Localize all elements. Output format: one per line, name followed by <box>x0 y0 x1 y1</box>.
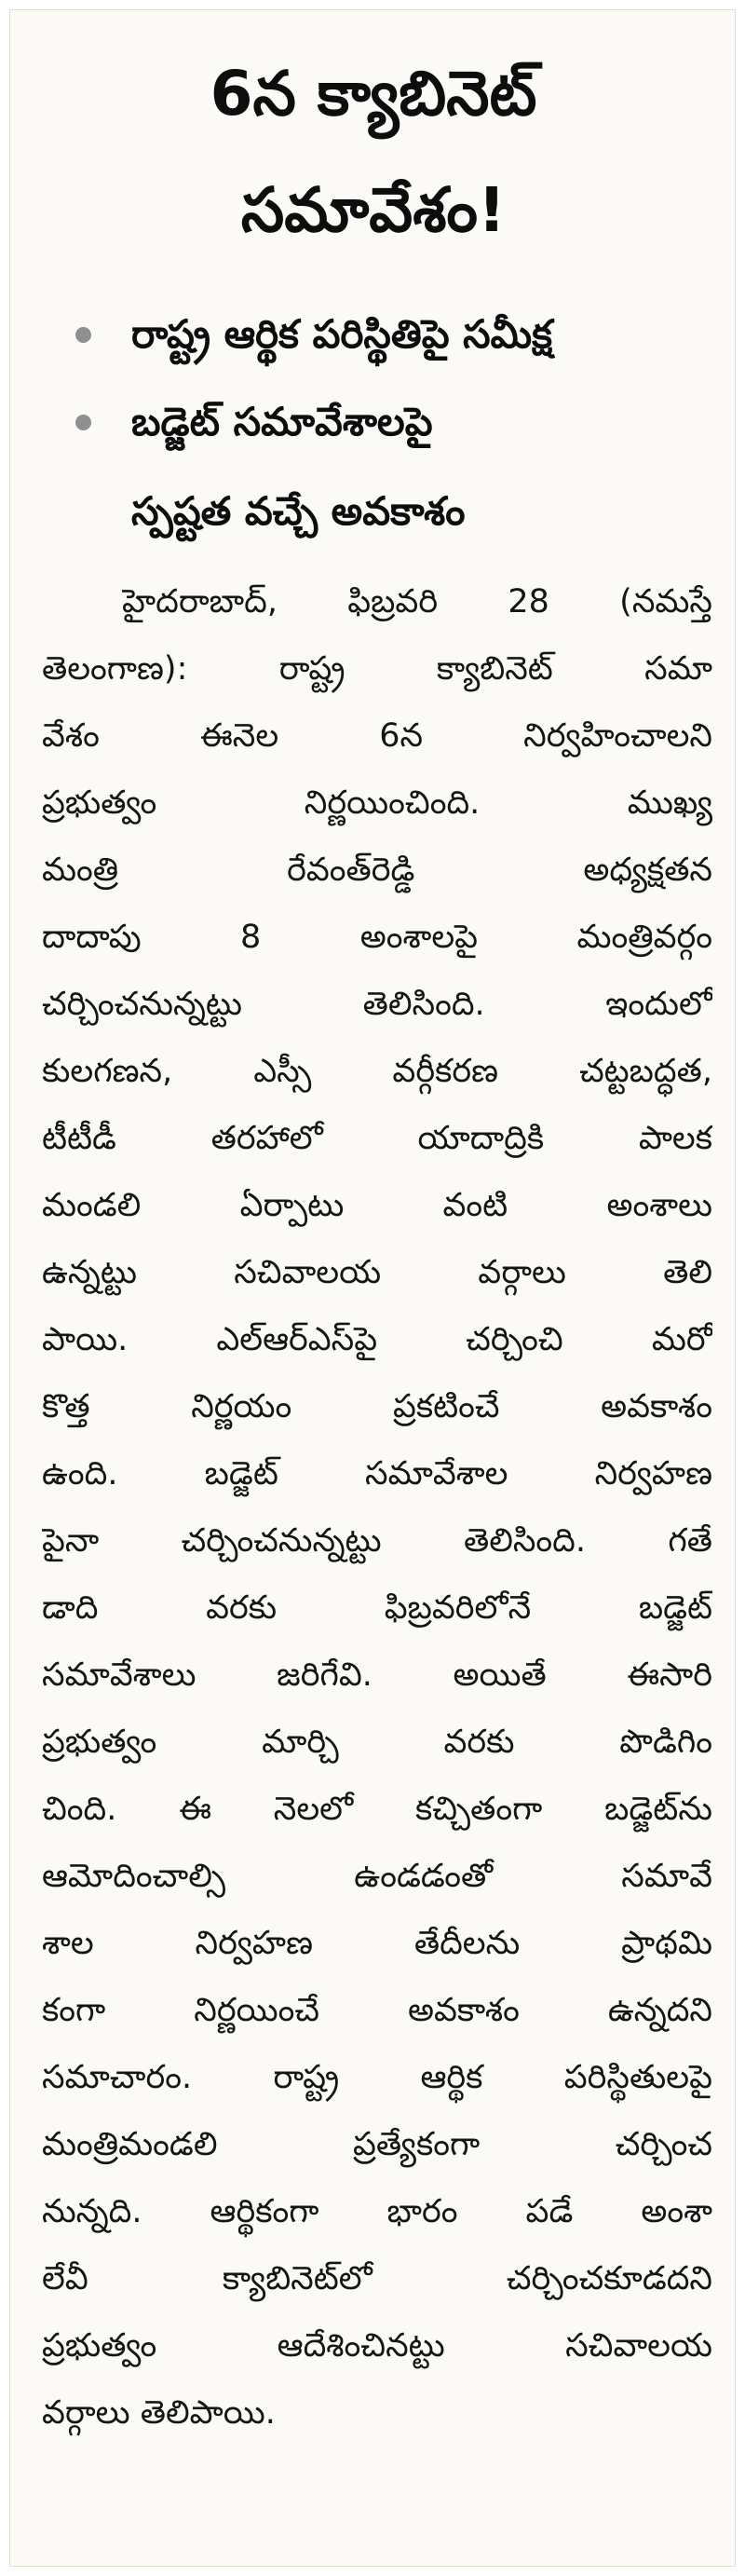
body-line: కొత్త నిర్ణయం ప్రకటించే అవకాశం <box>42 1388 712 1425</box>
body-line: ప్రభుత్వం నిర్ణయించింది. ముఖ్య <box>42 784 712 822</box>
body-line: హైదరాబాద్, ఫిబ్రవరి 28 (నమస్తే <box>122 583 712 620</box>
body-line: సమాచారం. రాష్ట్ర ఆర్థిక పరిస్థితులపై <box>42 2059 712 2096</box>
body-line: ఉన్నట్టు సచివాలయ వర్గాలు తెలి <box>42 1254 712 1291</box>
bullet-dot <box>75 327 91 343</box>
body-line: మండలి ఏర్పాటు వంటి అంశాలు <box>42 1187 712 1224</box>
body-line: మంత్రి రేవంత్‌రెడ్డి అధ్యక్షతన <box>42 852 712 889</box>
body-line: ఆమోదించాల్సి ఉండడంతో సమావే <box>42 1858 712 1895</box>
headline-line-2: సమావేశం! <box>240 174 507 246</box>
body-line: ప్రభుత్వం ఆదేశించినట్టు సచివాలయ <box>42 2327 712 2365</box>
body-line: పైనా చర్చించనున్నట్టు తెలిసింది. గతే <box>42 1522 712 1560</box>
body-line: దాదాపు 8 అంశాలపై మంత్రివర్గం <box>42 919 712 956</box>
body-line: మంత్రిమండలి ప్రత్యేకంగా చర్చించ <box>42 2126 712 2163</box>
body-line: వేశం ఈనెల 6న నిర్వహించాలని <box>42 717 712 755</box>
body-line: లేవీ క్యాబినెట్‌లో చర్చించకూడదని <box>42 2260 712 2297</box>
subhead-2-continued: స్పష్టత వచ్చే అవకాశం <box>131 488 466 534</box>
body-line: కంగా నిర్ణయించే అవకాశం ఉన్నదని <box>42 1992 712 2029</box>
body-line: శాల నిర్వహణ తేదీలను ప్రాథమి <box>42 1925 712 1962</box>
body-line: డాది వరకు ఫిబ్రవరిలోనే బడ్జెట్ <box>42 1589 712 1627</box>
body-line: చింది. ఈ నెలలో కచ్చితంగా బడ్జెట్‌ను <box>42 1791 712 1828</box>
body-line: చర్చించనున్నట్టు తెలిసింది. ఇందులో <box>42 986 712 1023</box>
body-line: టీటీడీ తరహాలో యాదాద్రికి పాలక <box>42 1120 712 1157</box>
body-line: ప్రభుత్వం మార్చి వరకు పొడిగిం <box>42 1724 712 1761</box>
subhead-1: రాష్ట్ర ఆర్థిక పరిస్థితిపై సమీక్ష <box>131 311 553 357</box>
body-line: కులగణన, ఎస్సీ వర్గీకరణ చట్టబద్ధత, <box>42 1053 712 1090</box>
subhead-2: బడ్జెట్ సమావేశాలపై <box>131 399 433 444</box>
body-line: నున్నది. ఆర్థికంగా భారం పడే అంశా <box>42 2193 712 2230</box>
body-line: పాయి. ఎల్‌ఆర్‌ఎస్‌పై చర్చించి మరో <box>42 1321 712 1358</box>
news-clipping <box>9 9 736 2567</box>
body-line: తెలంగాణ): రాష్ట్ర క్యాబినెట్ సమా <box>42 650 712 688</box>
body-line: వర్గాలు తెలిపాయి. <box>42 2394 276 2432</box>
body-line: సమావేశాలు జరిగేవి. అయితే ఈసారి <box>42 1656 712 1694</box>
body-line: ఉంది. బడ్జెట్ సమావేశాల నిర్వహణ <box>42 1455 712 1492</box>
bullet-dot <box>75 415 91 430</box>
headline-line-1: 6న క్యాబినెట్ <box>210 58 537 129</box>
